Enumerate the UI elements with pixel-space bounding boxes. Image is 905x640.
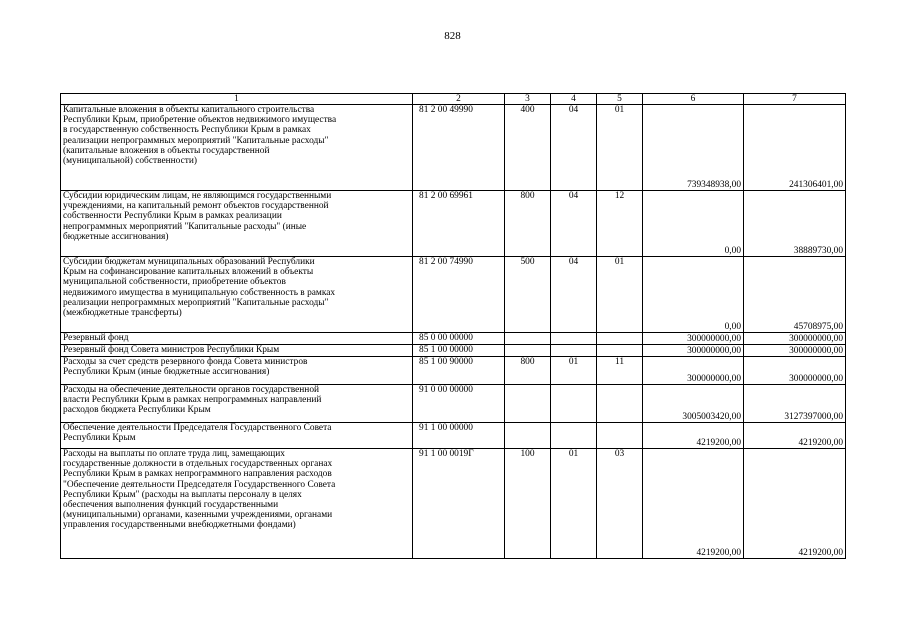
header-row bbox=[61, 94, 846, 105]
row-name-text: Расходы на обеспечение деятельности органов государственной власти Республики Крым в рамках непрограммных направлений расходов бюджета Республики Крым bbox=[63, 385, 322, 416]
budget-table bbox=[60, 93, 846, 559]
row-code: 85 1 00 90000 bbox=[413, 357, 505, 385]
row-name bbox=[61, 257, 413, 333]
table-row bbox=[61, 191, 846, 257]
row-amount-7: 300000000,00 bbox=[744, 333, 846, 345]
row-col5 bbox=[597, 385, 643, 423]
row-col5: 12 bbox=[597, 191, 643, 257]
row-name bbox=[61, 191, 413, 257]
row-amount-7: 4219200,00 bbox=[744, 423, 846, 449]
table-row bbox=[61, 423, 846, 449]
row-col5 bbox=[597, 345, 643, 357]
row-col4: 01 bbox=[551, 449, 597, 559]
row-col3: 800 bbox=[505, 357, 551, 385]
row-name-text: Расходы за счет средств резервного фонда Совета министров Республики Крым (иные бюджетные ассигнования) bbox=[63, 357, 308, 378]
row-amount-6: 4219200,00 bbox=[643, 449, 744, 559]
row-name-text: Резервный фонд Совета министров Республики Крым bbox=[63, 345, 280, 355]
row-col5: 03 bbox=[597, 449, 643, 559]
row-name bbox=[61, 385, 413, 423]
row-col3 bbox=[505, 345, 551, 357]
row-col3: 100 bbox=[505, 449, 551, 559]
row-code: 81 2 00 69961 bbox=[413, 191, 505, 257]
row-code: 81 2 00 74990 bbox=[413, 257, 505, 333]
row-name-text: Обеспечение деятельности Председателя Государственного Совета Республики Крым bbox=[63, 423, 332, 444]
column-header: 3 bbox=[505, 94, 551, 105]
column-header: 7 bbox=[744, 94, 846, 105]
row-amount-6: 4219200,00 bbox=[643, 423, 744, 449]
row-name-text: Резервный фонд bbox=[63, 333, 129, 343]
row-col4: 04 bbox=[551, 105, 597, 191]
column-header: 6 bbox=[643, 94, 744, 105]
row-code: 91 1 00 00000 bbox=[413, 423, 505, 449]
row-name-text: Субсидии юридическим лицам, не являющимся государственными учреждениями, на капитальный ремонт объектов государственной собственности Республики Крым в рамках реализации непрограммных мероприятий "Капитальные расходы" (иные бюджетные ассигнования) bbox=[63, 191, 332, 242]
row-name bbox=[61, 333, 413, 345]
table-row bbox=[61, 357, 846, 385]
row-col4 bbox=[551, 423, 597, 449]
row-code: 85 1 00 00000 bbox=[413, 345, 505, 357]
row-amount-7: 4219200,00 bbox=[744, 449, 846, 559]
row-col4 bbox=[551, 385, 597, 423]
row-amount-6: 300000000,00 bbox=[643, 333, 744, 345]
row-code: 81 2 00 49990 bbox=[413, 105, 505, 191]
row-amount-6: 0,00 bbox=[643, 257, 744, 333]
row-col4: 01 bbox=[551, 357, 597, 385]
row-name bbox=[61, 423, 413, 449]
row-name bbox=[61, 449, 413, 559]
column-header: 2 bbox=[413, 94, 505, 105]
row-amount-7: 300000000,00 bbox=[744, 357, 846, 385]
row-col3: 800 bbox=[505, 191, 551, 257]
row-code: 85 0 00 00000 bbox=[413, 333, 505, 345]
row-col3 bbox=[505, 333, 551, 345]
row-amount-7: 45708975,00 bbox=[744, 257, 846, 333]
row-amount-6: 300000000,00 bbox=[643, 357, 744, 385]
row-amount-7: 300000000,00 bbox=[744, 345, 846, 357]
row-col5 bbox=[597, 423, 643, 449]
row-col5: 11 bbox=[597, 357, 643, 385]
row-col3: 500 bbox=[505, 257, 551, 333]
table-row bbox=[61, 257, 846, 333]
row-amount-6: 300000000,00 bbox=[643, 345, 744, 357]
row-col4 bbox=[551, 333, 597, 345]
row-col3 bbox=[505, 423, 551, 449]
row-col4 bbox=[551, 345, 597, 357]
row-col5: 01 bbox=[597, 257, 643, 333]
column-header: 4 bbox=[551, 94, 597, 105]
row-name-text: Капитальные вложения в объекты капитального строительства Республики Крым, приобретение объектов недвижимого имущества в государственную собственность Республики Крым в рамках реализации непрограммных мероприятий "Капитальные расходы" (капитальные вложения в объекты государственной (муниципальной) собственности) bbox=[63, 105, 337, 167]
page-number: 828 bbox=[444, 30, 461, 42]
table-row bbox=[61, 345, 846, 357]
row-col5 bbox=[597, 333, 643, 345]
column-header: 5 bbox=[597, 94, 643, 105]
row-amount-6: 739348938,00 bbox=[643, 105, 744, 191]
table-row bbox=[61, 333, 846, 345]
row-name bbox=[61, 345, 413, 357]
row-col3: 400 bbox=[505, 105, 551, 191]
table-row bbox=[61, 449, 846, 559]
row-amount-7: 3127397000,00 bbox=[744, 385, 846, 423]
table-row bbox=[61, 105, 846, 191]
row-code: 91 0 00 00000 bbox=[413, 385, 505, 423]
row-amount-6: 3005003420,00 bbox=[643, 385, 744, 423]
row-name bbox=[61, 105, 413, 191]
row-name-text: Субсидии бюджетам муниципальных образований Республики Крым на софинансирование капитальных вложений в объекты муниципальной собственности, приобретение объектов недвижимого имущества в муниципальную собственность в рамках реализации непрограммных мероприятий "Капитальные расходы" (межбюджетные трансферты) bbox=[63, 257, 336, 319]
row-amount-7: 241306401,00 bbox=[744, 105, 846, 191]
row-col4: 04 bbox=[551, 257, 597, 333]
row-col4: 04 bbox=[551, 191, 597, 257]
row-col5: 01 bbox=[597, 105, 643, 191]
row-name bbox=[61, 357, 413, 385]
column-header: 1 bbox=[61, 94, 413, 105]
row-col3 bbox=[505, 385, 551, 423]
row-code: 91 1 00 0019Г bbox=[413, 449, 505, 559]
table-row bbox=[61, 385, 846, 423]
row-amount-7: 38889730,00 bbox=[744, 191, 846, 257]
row-amount-6: 0,00 bbox=[643, 191, 744, 257]
row-name-text: Расходы на выплаты по оплате труда лиц, замещающих государственные должности в отдельных государственных органах Республики Крым в рамках непрограммного направления расходов "Обеспечение деятельности Председателя Государственного Совета Республики Крым" (расходы на выплаты персоналу в целях обеспечения выполнения функций государственными (муниципальными) органами, казенными учреждениями, органами управления государственными внебюджетными фондами) bbox=[63, 449, 336, 531]
